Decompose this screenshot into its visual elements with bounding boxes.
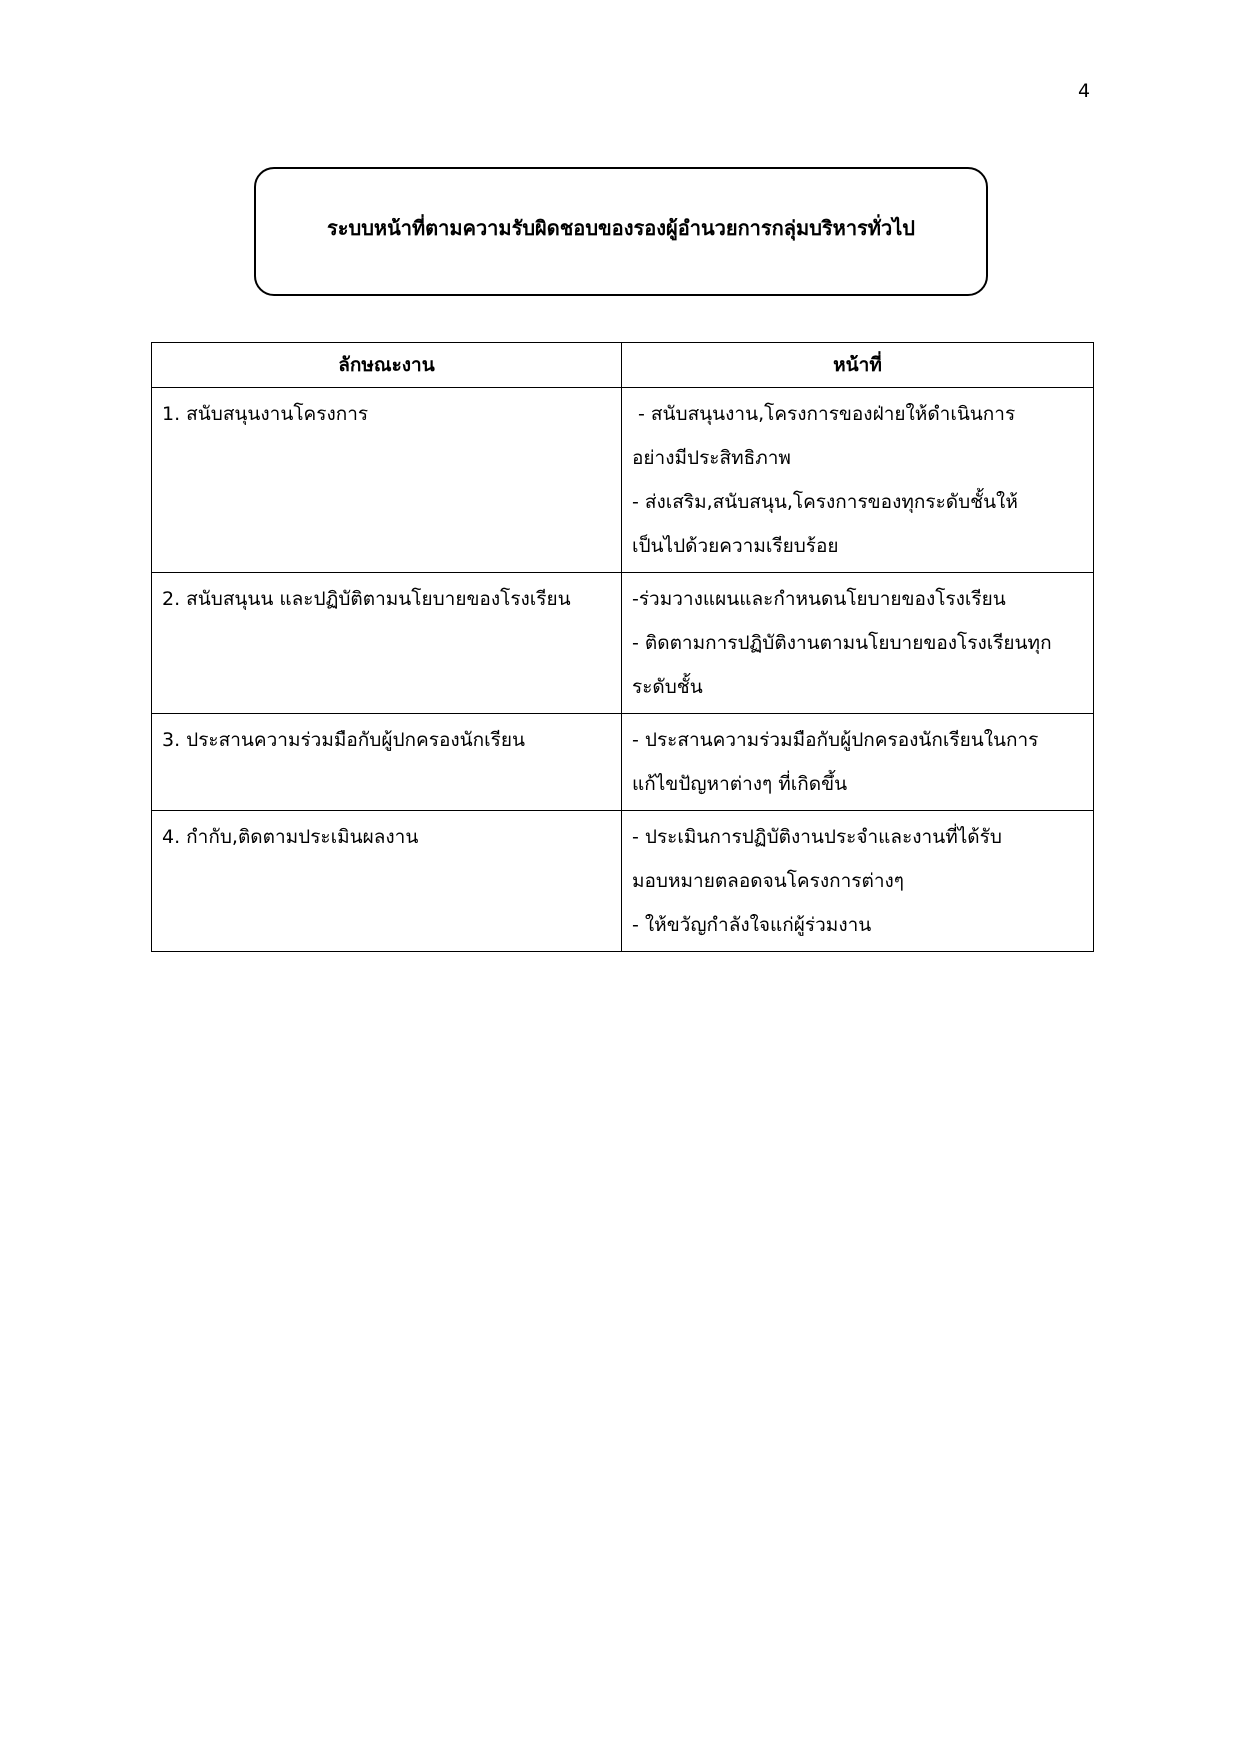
table-header-row (152, 343, 1094, 388)
header-duty: หน้าที่ (622, 343, 1094, 388)
duty-line: -ร่วมวางแผนและกำหนดนโยบายของโรงเรียน (632, 588, 1006, 610)
task-cell: 4. กำกับ,ติดตามประเมินผลงาน (152, 811, 622, 952)
page-number: 4 (1078, 80, 1091, 102)
task-cell: 2. สนับสนุนน และปฏิบัติตามนโยบายของโรงเรียน (152, 573, 622, 714)
page-title: ระบบหน้าที่ตามความรับผิดชอบของรองผู้อำนวยการกลุ่มบริหารทั่วไป (327, 215, 915, 240)
table-row (152, 573, 1094, 714)
duty-line: - ประเมินการปฏิบัติงานประจำและงานที่ได้รับ (632, 826, 1002, 848)
duty-line: - ติดตามการปฏิบัติงานตามนโยบายของโรงเรียนทุก (632, 632, 1052, 654)
task-cell: 3. ประสานความร่วมมือกับผู้ปกครองนักเรียน (152, 714, 622, 811)
duty-line: - ให้ขวัญกำลังใจแก่ผู้ร่วมงาน (632, 914, 872, 936)
duty-line: มอบหมายตลอดจนโครงการต่างๆ (632, 870, 904, 892)
header-task: ลักษณะงาน (152, 343, 622, 388)
table-row (152, 388, 1094, 573)
duty-line: ระดับชั้น (632, 676, 703, 698)
duty-cell (622, 573, 1094, 714)
task-cell: 1. สนับสนุนงานโครงการ (152, 388, 622, 573)
duty-cell (622, 714, 1094, 811)
duty-line: - ส่งเสริม,สนับสนุน,โครงการของทุกระดับชั้นให้ (632, 491, 1018, 513)
duty-table (151, 342, 1094, 952)
table-row (152, 714, 1094, 811)
duty-line: - ประสานความร่วมมือกับผู้ปกครองนักเรียนในการ (632, 729, 1039, 751)
duty-line: อย่างมีประสิทธิภาพ (632, 447, 791, 469)
duty-line: เป็นไปด้วยความเรียบร้อย (632, 535, 839, 557)
duty-line: - สนับสนุนงาน,โครงการของฝ่ายให้ดำเนินการ (632, 403, 1016, 425)
duty-cell (622, 811, 1094, 952)
title-box (254, 167, 988, 296)
duty-cell (622, 388, 1094, 573)
duty-line: แก้ไขปัญหาต่างๆ ที่เกิดขึ้น (632, 773, 848, 795)
table-row (152, 811, 1094, 952)
